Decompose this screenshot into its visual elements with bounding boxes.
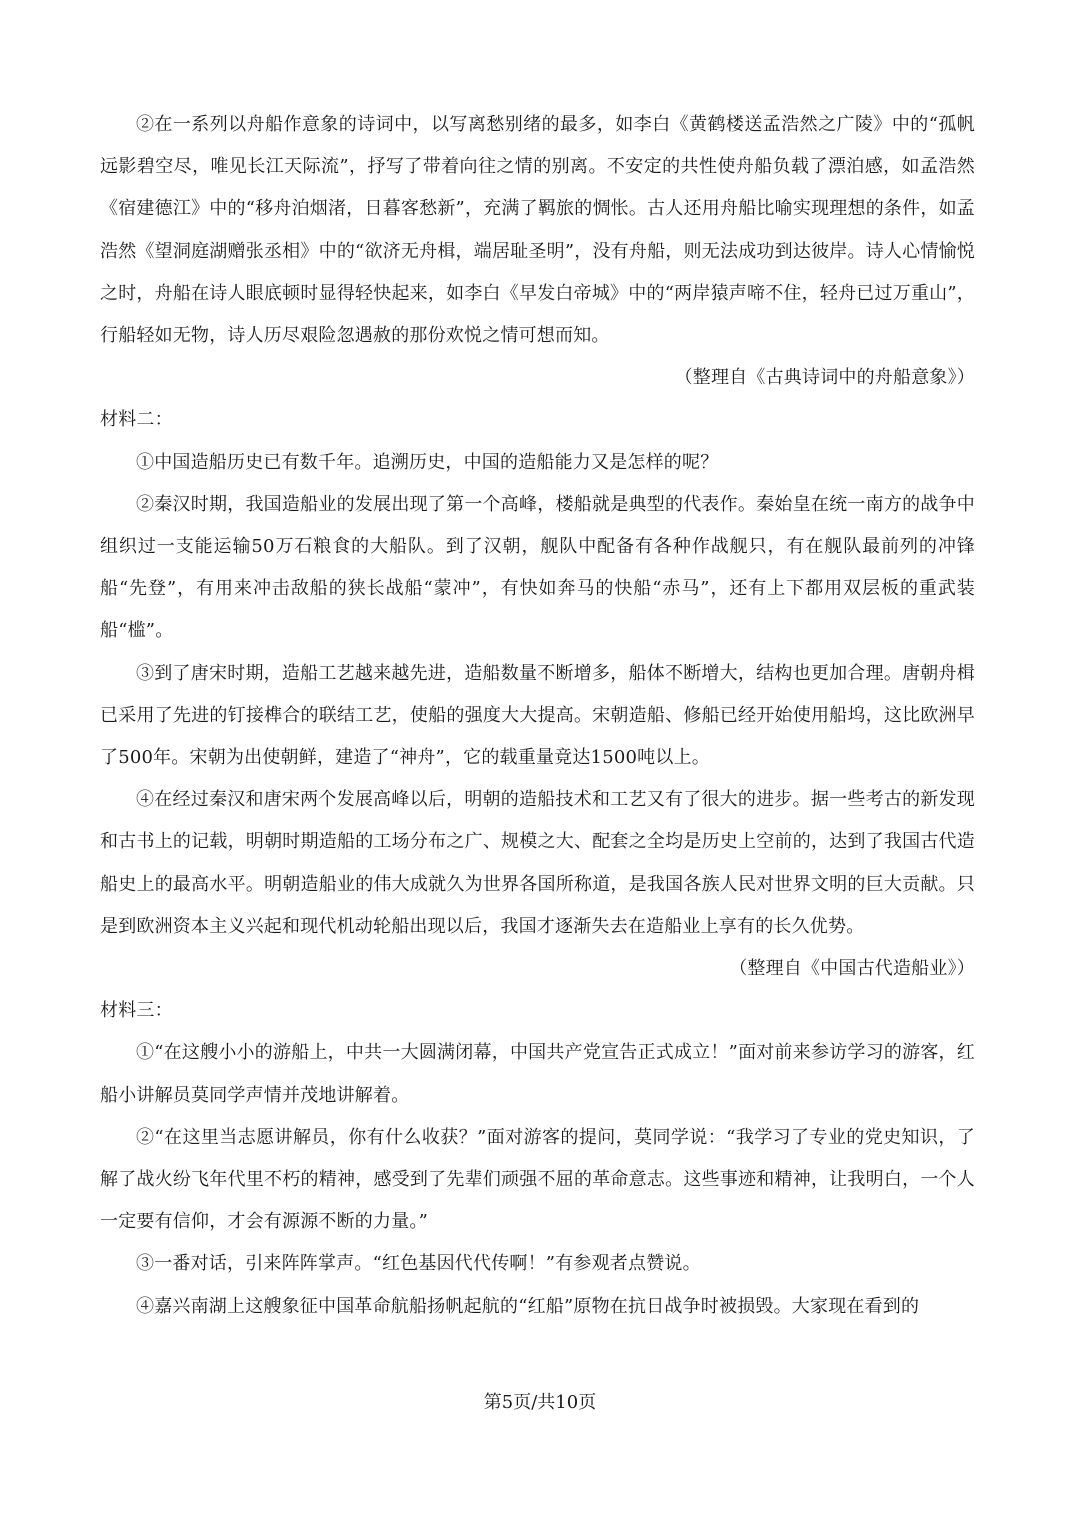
material-three-paragraph-3: ③一番对话，引来阵阵掌声。“红色基因代代传啊！”有参观者点赞说。 — [136, 1253, 701, 1275]
material-three-paragraph-4: ④嘉兴南湖上这艘象征中国革命航船扬帆起航的“红船”原物在抗日战争时被损毁。大家现在看到的 — [136, 1295, 920, 1317]
material-three-heading: 材料三： — [100, 1000, 173, 1022]
page-number: 第5页/共10页 — [483, 1392, 597, 1413]
material-one-paragraph-2: ②在一系列以舟船作意象的诗词中，以写离愁别绪的最多，如李白《黄鹤楼送孟浩然之广陵》中的“孤帆远影碧空尽，唯见长江天际流”，抒写了带着向往之情的别离。不安定的共性使舟船负载了漂泊感，如孟浩然《宿建德江》中的“移舟泊烟渚，日暮客愁新”，充满了羁旅的惆怅。古人还用舟船比喻实现理想的条件，如孟浩然《望洞庭湖赠张丞相》中的“欲济无舟楫，端居耻圣明”，没有舟船，则无法成功到达彼岸。诗人心情愉悦之时，舟船在诗人眼底顿时显得轻快起来，如李白《早发白帝城》中的“两岸猿声啼不住，轻舟已过万重山”，行船轻如无物，诗人历尽艰险忽遇赦的那份欢悦之情可想而知。 — [100, 114, 975, 347]
material-three-paragraph-1: ①“在这艘小小的游船上，中共一大圆满闭幕，中国共产党宣告正式成立！”面对前来参访学习的游客，红船小讲解员莫同学声情并茂地讲解着。 — [100, 1042, 975, 1106]
material-one-source: （整理自《古典诗词中的舟船意象》） — [674, 367, 975, 389]
material-two-heading: 材料二： — [100, 409, 173, 431]
material-two-paragraph-4: ④在经过秦汉和唐宋两个发展高峰以后，明朝的造船技术和工艺又有了很大的进步。据一些考古的新发现和古书上的记载，明朝时期造船的工场分布之广、规模之大、配套之全均是历史上空前的，达到了我国古代造船史上的最高水平。明朝造船业的伟大成就久为世界各国所称道，是我国各族人民对世界文明的巨大贡献。只是到欧洲资本主义兴起和现代机动轮船出现以后，我国才逐渐失去在造船业上享有的长久优势。 — [100, 789, 975, 937]
document-body — [100, 104, 975, 1328]
material-two-paragraph-3: ③到了唐宋时期，造船工艺越来越先进，造船数量不断增多，船体不断增大，结构也更加合理。唐朝舟楫已采用了先进的钉接榫合的联结工艺，使船的强度大大提高。宋朝造船、修船已经开始使用船坞，这比欧洲早了500年。宋朝为出使朝鲜，建造了“神舟”，它的载重量竟达1500吨以上。 — [100, 662, 975, 769]
material-three-paragraph-2: ②“在这里当志愿讲解员，你有什么收获？”面对游客的提问，莫同学说：“我学习了专业的党史知识，了解了战火纷飞年代里不朽的精神，感受到了先辈们顽强不屈的革命意志。这些事迹和精神，让我明白，一个人一定要有信仰，才会有源源不断的力量。” — [100, 1126, 975, 1233]
material-two-paragraph-2: ②秦汉时期，我国造船业的发展出现了第一个高峰，楼船就是典型的代表作。秦始皇在统一南方的战争中组织过一支能运输50万石粮食的大船队。到了汉朝，舰队中配备有各种作战舰只，有在舰队最前列的冲锋船“先登”，有用来冲击敌船的狭长战船“蒙冲”，有快如奔马的快船“赤马”，还有上下都用双层板的重武装船“槛”。 — [100, 493, 975, 642]
material-two-source: （整理自《中国古代造船业》） — [729, 958, 975, 980]
material-two-paragraph-1: ①中国造船历史已有数千年。追溯历史，中国的造船能力又是怎样的呢？ — [136, 451, 719, 473]
